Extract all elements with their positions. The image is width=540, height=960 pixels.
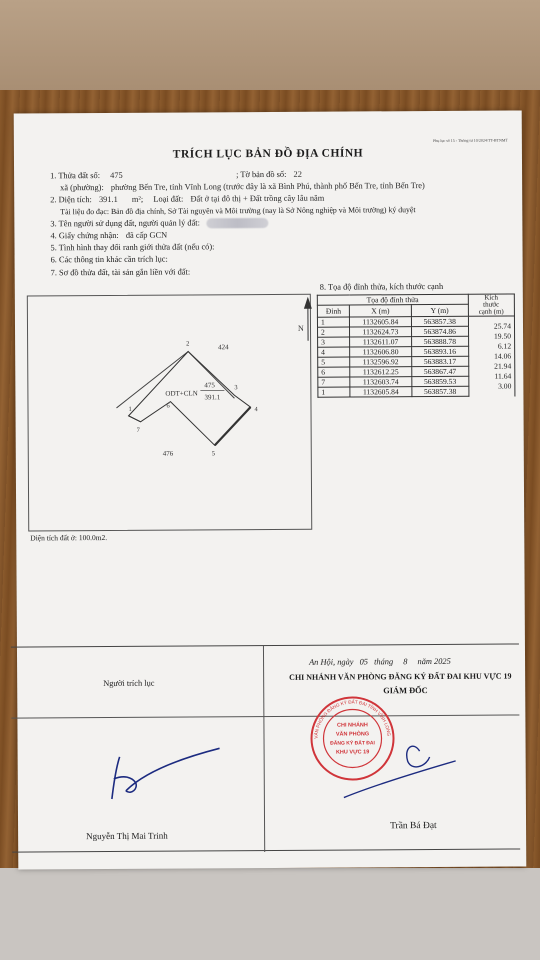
top-background [0, 0, 540, 92]
coordinates-table [317, 294, 516, 398]
extractor-name: Nguyễn Thị Mai Trinh [86, 830, 168, 842]
area-unit: m²; [131, 194, 144, 204]
director-name: Trần Bá Đạt [390, 820, 437, 832]
edge-length [469, 391, 515, 401]
x-coordinate: 1132606.80 [350, 347, 412, 357]
x-coordinate: 1132605.84 [350, 387, 412, 397]
line-survey-source: Tài liệu đo đạc: Bản đồ địa chính, Sở Tài nguyên và Môi trường (nay là Sở Nông nghiệp và Môi trường) ký duyệt [60, 205, 416, 217]
form-reference: Phụ lục số 15 - Thông tư 10/2024/TT-BTNMT [433, 137, 508, 143]
stamp-line-2: VĂN PHÒNG [335, 731, 370, 738]
y-coordinate: 563888.78 [411, 336, 468, 346]
certificate-label: 4. Giấy chứng nhận: [50, 230, 119, 241]
neighbor-parcel-476: 476 [162, 449, 174, 458]
stamp-line-1: CHI NHÁNH [336, 722, 368, 729]
vertex-header: Đỉnh [317, 305, 349, 317]
edge-length: 3.00 [468, 381, 514, 391]
y-coordinate: 563857.38 [411, 316, 468, 326]
edge-length: 21.94 [468, 361, 514, 371]
parcel-land-type: ODT+CLN [165, 389, 198, 398]
vertex-5-label: 5 [211, 450, 216, 458]
land-user-label: 3. Tên người sử dụng đất, người quản lý đất: [50, 218, 200, 229]
y-coordinate: 563857.38 [412, 386, 469, 396]
parcel-sketch-svg [28, 295, 313, 533]
edge-length: 11.64 [468, 371, 514, 381]
coordinate-row [317, 316, 514, 327]
director-title: GIÁM ĐỐC [383, 686, 428, 696]
parcel-sketch [27, 294, 312, 532]
edge-length: 14.06 [468, 351, 514, 361]
y-coordinate: 563893.16 [412, 346, 469, 356]
edge-length: 25.74 [468, 321, 514, 331]
line-ward [60, 181, 425, 192]
y-coordinate: 563867.47 [412, 366, 469, 376]
vertex-3-label: 3 [234, 384, 238, 392]
ward-label: xã (phường): [60, 183, 104, 193]
vertex-id: 2 [318, 327, 350, 337]
signature-divider [263, 646, 265, 852]
parcel-number-value: 475 [110, 170, 123, 180]
x-coordinate: 1132612.25 [350, 367, 412, 377]
north-label: N [297, 323, 304, 333]
parcel-number-label: 1. Thửa đất số: [50, 171, 101, 181]
line-certificate [50, 231, 167, 241]
edge-length-header: Kích thước cạnh (m) [468, 294, 515, 316]
extractor-signature [102, 738, 232, 809]
vertex-2-label: 2 [186, 340, 190, 348]
vertex-6-label: 6 [166, 402, 170, 410]
parcel-area: 391.1 [204, 393, 221, 402]
land-type-value: Đất ở tại đô thị + Đất trồng cây lâu năm [190, 193, 325, 204]
vertex-id: 1 [317, 317, 349, 327]
parcel-boundary [128, 351, 251, 446]
ward-value: phường Bến Tre, tỉnh Vĩnh Long (trước đây là xã Bình Phú, thành phố Bến Tre, tỉnh Bến Tre) [110, 181, 425, 192]
vertex-id: 5 [318, 357, 350, 367]
x-coordinate: 1132624.73 [350, 327, 412, 337]
certificate-value: đã cấp GCN [125, 230, 168, 240]
signature-row-divider [11, 714, 519, 718]
vertex-id: 6 [318, 367, 350, 377]
x-coordinate: 1132605.84 [349, 317, 411, 327]
map-sheet-value: 22 [293, 169, 302, 179]
vertex-1-label: 1 [128, 405, 132, 413]
parcel-edge-7-1 [129, 416, 141, 422]
line-boundary-change: 5. Tình hình thay đổi ranh giới thửa đất (nếu có): [50, 242, 215, 253]
residential-area-note: Diện tích đất ở: 100.0m2. [30, 532, 108, 543]
y-coordinate: 563874.86 [411, 326, 468, 336]
line-map-sheet [236, 170, 302, 179]
area-value: 391.1 [98, 194, 118, 205]
vertex-4-label: 4 [254, 406, 258, 414]
line-coordinates-heading: 8. Tọa độ đỉnh thửa, kích thước cạnh [319, 281, 444, 292]
line-land-user [50, 218, 268, 229]
x-header: X (m) [349, 305, 411, 317]
stamp-ring-text: VĂN PHÒNG ĐĂNG KÝ ĐẤT ĐAI TỈNH VĨNH LONG [313, 699, 392, 739]
vertex-id: 7 [318, 377, 350, 387]
issue-date: An Hội, ngày 05 tháng 8 năm 2025 [309, 656, 451, 667]
y-coordinate: 563883.17 [412, 356, 469, 366]
stamp-line-3: ĐĂNG KÝ ĐẤT ĐAI [330, 740, 375, 747]
edge-length: 19.50 [468, 331, 514, 341]
extractor-role: Người trích lục [103, 678, 155, 689]
line-sketch-heading: 7. Sơ đồ thửa đất, tài sản gắn liền với đất: [50, 267, 191, 278]
office-name: CHI NHÁNH VĂN PHÒNG ĐĂNG KÝ ĐẤT ĐAI KHU VỰC 19 [289, 671, 512, 682]
bottom-background [0, 868, 540, 960]
line-area [50, 194, 324, 205]
north-arrow-icon [298, 297, 312, 341]
area-label: 2. Diện tích: [50, 195, 92, 205]
map-sheet-label: ; Tờ bản đồ số: [236, 169, 287, 180]
land-type-label: Loại đất: [153, 194, 184, 204]
vertex-7-label: 7 [136, 426, 140, 434]
official-stamp [307, 693, 398, 784]
y-header: Y (m) [411, 305, 468, 317]
stamp-line-4: KHU VỰC 19 [335, 749, 370, 756]
line-other-info: 6. Các thông tin khác cần trích lục: [50, 254, 168, 265]
redacted-name [206, 218, 268, 228]
parcel-number: 475 [204, 381, 215, 390]
y-coordinate: 563859.53 [412, 376, 469, 386]
document-title: TRÍCH LỤC BẢN ĐỒ ĐỊA CHÍNH [172, 147, 364, 161]
cadastral-extract-document [14, 110, 527, 869]
vertex-id: 4 [318, 347, 350, 357]
x-coordinate: 1132611.07 [350, 337, 412, 347]
coords-group-header: Tọa độ đỉnh thửa [317, 294, 468, 305]
vertex-id: 1 [318, 387, 350, 397]
neighbor-parcel-424: 424 [218, 343, 229, 352]
parcel-edge-4-5 [214, 407, 250, 445]
vertex-id: 3 [318, 337, 350, 347]
coordinates-body [317, 316, 514, 397]
x-coordinate: 1132596.92 [350, 357, 412, 367]
edge-length: 6.12 [468, 341, 514, 351]
signature-section [11, 643, 520, 852]
line-parcel-number [50, 171, 123, 180]
x-coordinate: 1132603.74 [350, 377, 412, 387]
